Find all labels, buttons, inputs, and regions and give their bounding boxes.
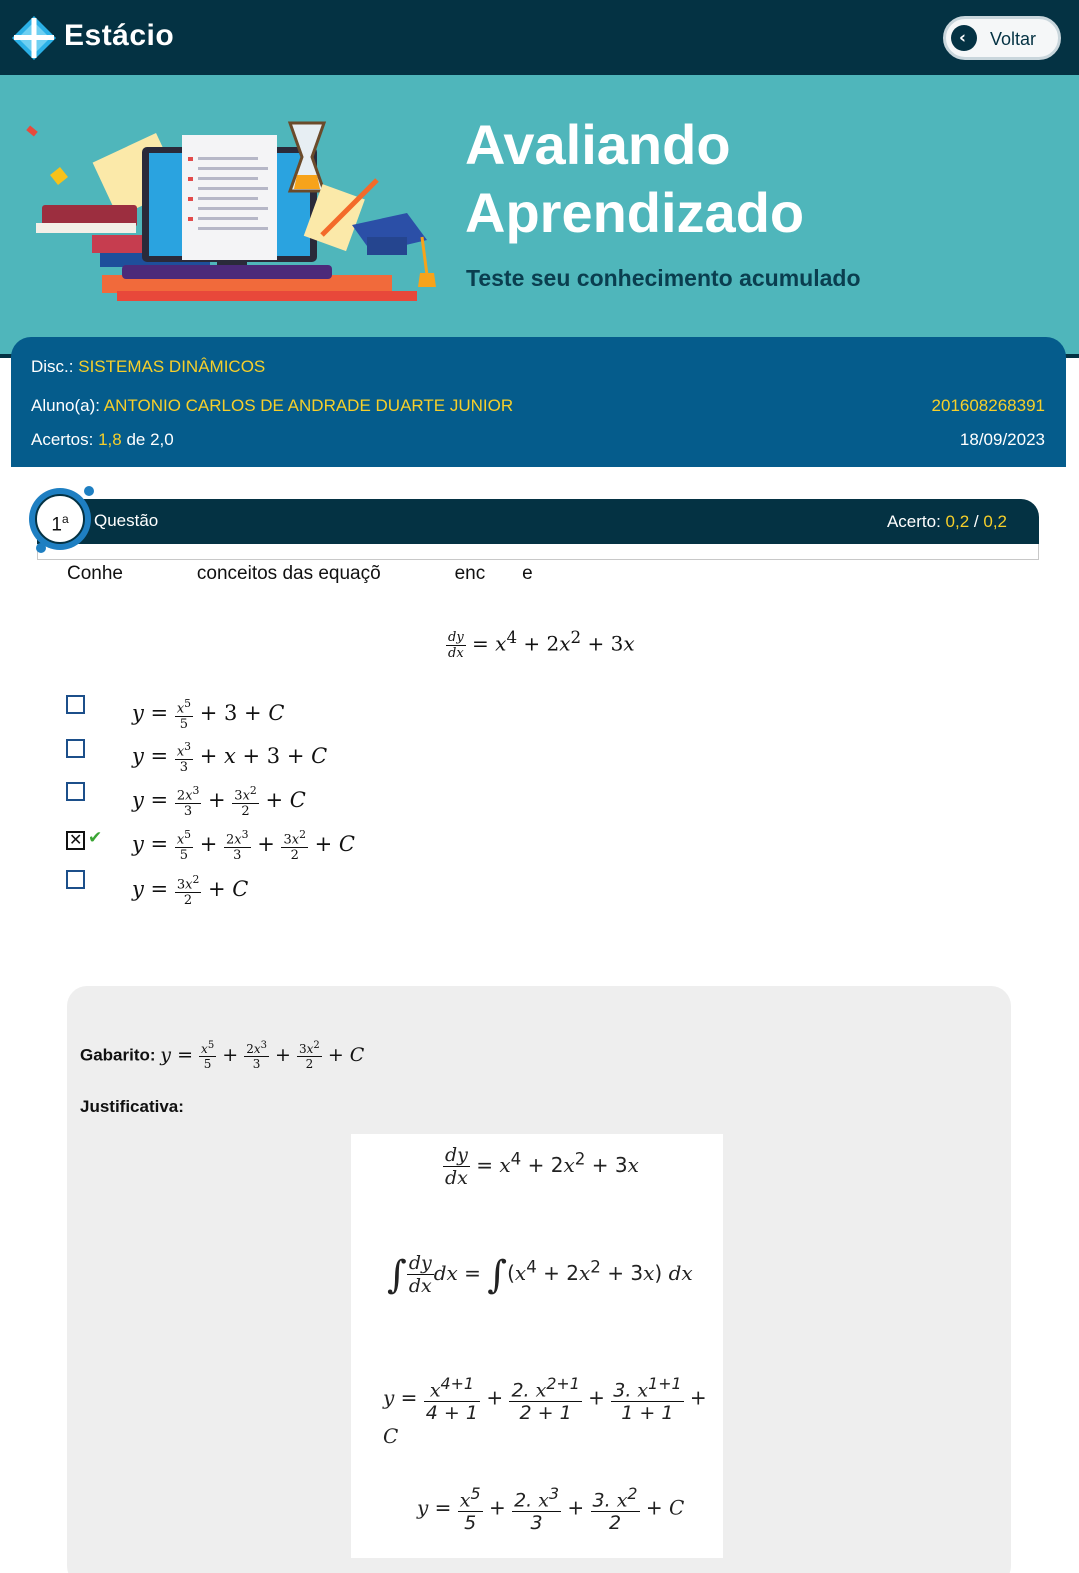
discipline-value: SISTEMAS DINÂMICOS [78, 357, 266, 376]
correct-check-icon: ✔ [88, 828, 103, 848]
justification-step-2: ∫ $\frac{dy}{dx}$ dx = $\int(x^4 + 2x^2 + 3x)$ dx [387, 1252, 693, 1297]
question-header-underline [37, 544, 1039, 560]
justification-label: Justificativa: [80, 1097, 184, 1116]
estacio-logo-icon [10, 14, 58, 62]
option-b-equation: y = $\frac{x^3}{3}$ + x + 3 + C [132, 740, 328, 776]
top-bar [0, 0, 1079, 75]
student-info-card [11, 337, 1066, 467]
option-b-checkbox[interactable] [66, 739, 85, 758]
score-value: 1,8 [98, 430, 122, 449]
hero-banner [0, 75, 1079, 358]
page-subtitle: Teste seu conhecimento acumulado [466, 265, 861, 291]
badge-decoration [84, 486, 94, 496]
discipline-row: Disc.: SISTEMAS DINÂMICOS [31, 357, 266, 376]
back-button-label: Voltar [990, 29, 1037, 49]
option-d-checkbox[interactable]: ✕ [66, 831, 85, 850]
score-row: Acertos: 1,8 de 2,0 [31, 430, 174, 449]
question-number-badge: 1$^a$ [29, 488, 91, 550]
answer-key: Gabarito: y = $\frac{x^5}{5}$ + $\frac{2x^3}{3}$ + $\frac{3x^2}{2}$ + C [80, 1040, 365, 1071]
brand-name: Estácio [64, 19, 175, 52]
option-d-equation: y = $\frac{x^5}{5}$ + $\frac{2x^3}{3}$ + $\frac{3x^2}{2}$ + C [132, 828, 355, 864]
question-label: Questão [94, 511, 159, 530]
option-a-checkbox[interactable] [66, 695, 85, 714]
question-score: Acerto: 0,2 / 0,2 [886, 512, 1007, 531]
student-row: Aluno(a): ANTONIO CARLOS DE ANDRADE DUARTE JUNIOR [31, 396, 514, 415]
student-name: ANTONIO CARLOS DE ANDRADE DUARTE JUNIOR [103, 396, 514, 415]
question-text: Conhe conceitos das equaçõ enc e [67, 563, 533, 584]
justification-step-3: y = $\frac{x^{4+1}}{4 + 1}$ + $\frac{2. x^{2+1}}{2 + 1}$ + $\frac{3. x^{1+1}}{1 + 1}$ + C [383, 1374, 707, 1449]
option-e-equation: y = $\frac{3x^2}{2}$ + C [132, 873, 249, 909]
justification-image [351, 1134, 723, 1558]
option-e-checkbox[interactable] [66, 870, 85, 889]
option-c-checkbox[interactable] [66, 782, 85, 801]
justification-step-4: y = $\frac{x^5}{5}$ + $\frac{2. x^3}{3}$ + $\frac{3. x^2}{2}$ + C [417, 1484, 685, 1535]
student-id: 201608268391 [931, 396, 1045, 415]
back-button[interactable] [943, 16, 1061, 60]
page-title: Avaliando Aprendizado [465, 113, 805, 244]
question-equation: $\frac{dy}{dx}$ = $x^4 + 2x^2 + 3x$ [448, 628, 635, 661]
exam-date: 18/09/2023 [959, 430, 1045, 449]
justification-step-1: $\frac{dy}{dx}$ = $x^4 + 2x^2 + 3x$ [445, 1144, 639, 1189]
option-c-equation: y = $\frac{2x^3}{3}$ + $\frac{3x^2}{2}$ + C [132, 784, 306, 820]
study-illustration-icon [22, 95, 442, 315]
chevron-left-icon: ‹ [951, 25, 977, 51]
option-a-equation: y = $\frac{x^5}{5}$ + 3 + C [132, 697, 285, 733]
